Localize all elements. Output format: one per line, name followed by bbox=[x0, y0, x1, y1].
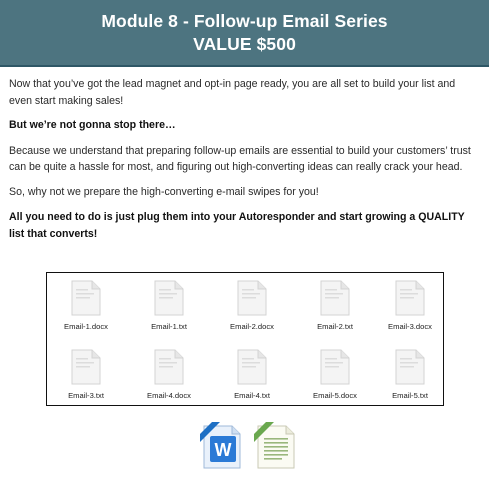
cta-paragraph: All you need to do is just plug them into your Autoresponder and start growing a QUALITY list that converts! bbox=[9, 211, 465, 240]
document-icon bbox=[71, 280, 101, 316]
document-icon bbox=[237, 280, 267, 316]
file-name: Email-5.txt bbox=[392, 391, 428, 400]
document-icon bbox=[395, 280, 425, 316]
module-value: VALUE $500 bbox=[193, 33, 296, 54]
document-icon bbox=[395, 349, 425, 385]
file-item[interactable] bbox=[300, 347, 370, 409]
word-docx-icon bbox=[198, 422, 244, 472]
file-item[interactable] bbox=[375, 347, 445, 409]
text-txt-icon bbox=[252, 422, 298, 472]
document-icon bbox=[71, 349, 101, 385]
file-name: Email-4.txt bbox=[234, 391, 270, 400]
file-name: Email-4.docx bbox=[147, 391, 191, 400]
file-name: Email-1.docx bbox=[64, 322, 108, 331]
file-item[interactable] bbox=[300, 278, 370, 340]
file-item[interactable] bbox=[134, 278, 204, 340]
file-item[interactable] bbox=[217, 347, 287, 409]
document-icon bbox=[154, 349, 184, 385]
file-name: Email-3.docx bbox=[388, 322, 432, 331]
file-name: Email-1.txt bbox=[151, 322, 187, 331]
file-item[interactable] bbox=[375, 278, 445, 340]
file-name: Email-2.txt bbox=[317, 322, 353, 331]
intro-paragraph: Now that you’ve got the lead magnet and opt-in page ready, you are all set to build your list and even start making sales! bbox=[9, 78, 456, 107]
emphasis-paragraph: But we’re not gonna stop there… bbox=[9, 119, 176, 131]
file-name: Email-3.txt bbox=[68, 391, 104, 400]
document-icon bbox=[154, 280, 184, 316]
document-icon bbox=[320, 349, 350, 385]
file-item[interactable] bbox=[51, 347, 121, 409]
file-list-panel bbox=[46, 272, 444, 406]
document-icon bbox=[320, 280, 350, 316]
file-item[interactable] bbox=[134, 347, 204, 409]
module-title: Module 8 - Follow-up Email Series bbox=[101, 10, 388, 31]
file-format-icons bbox=[198, 422, 298, 474]
file-item[interactable] bbox=[51, 278, 121, 340]
module-description bbox=[9, 76, 481, 250]
svg-text:W: W bbox=[214, 440, 232, 460]
document-icon bbox=[237, 349, 267, 385]
file-name: Email-2.docx bbox=[230, 322, 274, 331]
module-header bbox=[0, 0, 489, 67]
file-name: Email-5.docx bbox=[313, 391, 357, 400]
reason-paragraph: Because we understand that preparing follow-up emails are essential to build your customers’ trust can be quite a hassle for most, and figuring out high-converting ideas can really crack your head. bbox=[9, 144, 471, 173]
file-item[interactable] bbox=[217, 278, 287, 340]
offer-paragraph: So, why not we prepare the high-converting e-mail swipes for you! bbox=[9, 185, 319, 198]
